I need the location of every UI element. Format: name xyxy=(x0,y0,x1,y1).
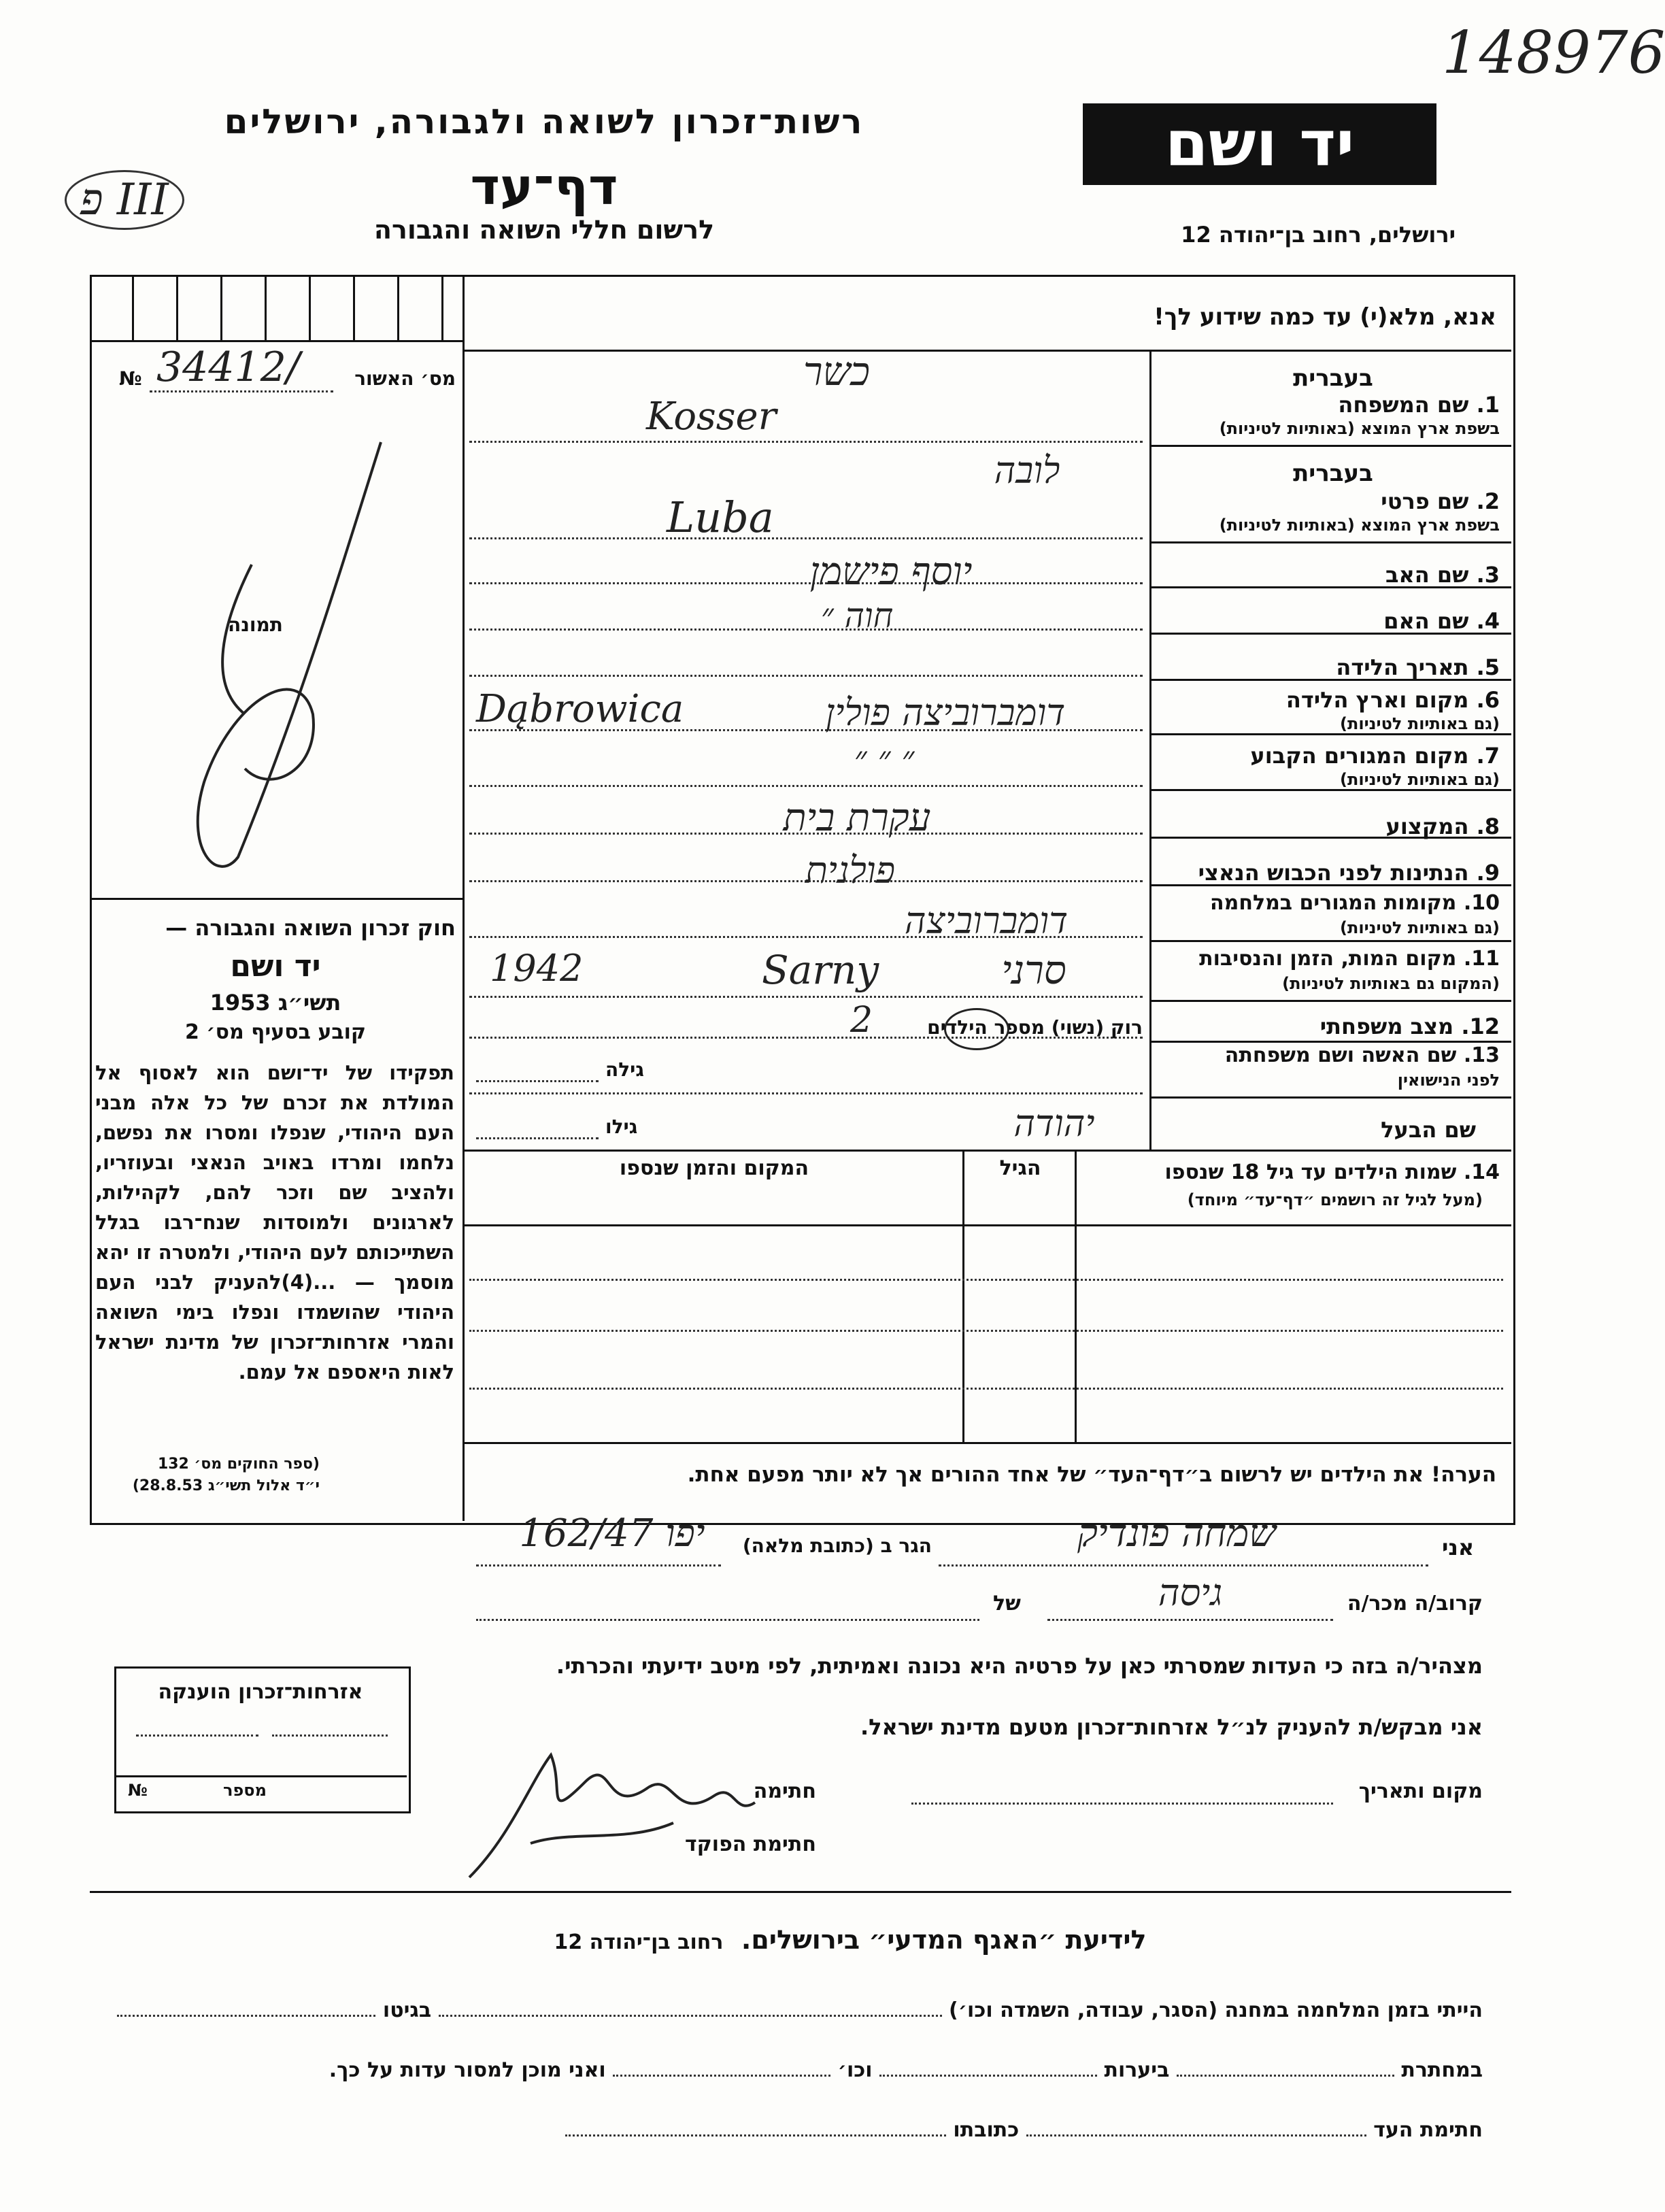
relative-label: קרוב/ה מכר/ה xyxy=(1347,1592,1483,1615)
marital-options: רוק (נשוי) מספר הילדים xyxy=(927,1016,1143,1039)
law-ref-1: (ספר החוקים מס׳ 132 xyxy=(157,1456,320,1473)
citizenship-no-sign: № xyxy=(128,1781,148,1800)
field-3-label: 3. שם האב xyxy=(1385,562,1500,588)
row-separator xyxy=(1149,940,1511,942)
field-6-value-heb: דומברוביצה פולין xyxy=(825,691,1066,734)
footer-line-3: חתימת העד כתובתו xyxy=(88,2118,1483,2142)
field-4-label: 4. שם האם xyxy=(1383,608,1500,634)
field-1-sub: בשפת ארץ המוצא (באותיות לטיניות) xyxy=(1219,419,1500,438)
row-separator xyxy=(1149,1096,1511,1099)
field-9-label: 9. הנתינות לפני הכבוש הנאצי xyxy=(1198,860,1500,886)
field-6-value-lat: Dąbrowica xyxy=(476,687,684,731)
photo-signature-scribble xyxy=(136,415,422,891)
field-4-value: חוה ״ xyxy=(820,596,894,635)
field-5-label: 5. תאריך הלידה xyxy=(1336,654,1500,680)
field-7-value: ״ ״ ״ xyxy=(854,739,915,778)
field-13-label: 13. שם האשה ושם משפחתה xyxy=(1224,1043,1500,1067)
field-1-label: 1. שם המשפחה xyxy=(1338,392,1500,418)
law-year: תשי״ג 1953 xyxy=(209,990,341,1016)
row-separator xyxy=(1149,789,1511,791)
org-title: רשות־זכרון לשואה ולגבורה, ירושלים xyxy=(224,102,864,141)
field-7-label: 7. מקום המגורים הקבוע xyxy=(1250,743,1500,769)
declarant-address: יפו 162/47 xyxy=(519,1511,705,1556)
declare-text: מצהיר/ה בזה כי העדות שמסרתי כאן על פרטיה היא נכונה ואמיתית, לפי מיטב ידיעתי והכרתי. xyxy=(556,1653,1483,1679)
address: ירושלים, רחוב בן־יהודה 12 xyxy=(1181,222,1456,248)
citizenship-title: אזרחות־זכרון הוענקה xyxy=(158,1680,363,1704)
field-2-sub: בשפת ארץ המוצא (באותיות לטיניות) xyxy=(1219,516,1500,535)
request-text: אני מבקש/ת להעניק לנ״ל אזרחות־זכרון מטעם מדינת ישראל. xyxy=(860,1714,1483,1740)
value-line xyxy=(469,675,1143,677)
law-ref-2: י״ד אלול תשי״ג 28.8.53) xyxy=(132,1477,320,1494)
children-count: 2 xyxy=(850,1000,873,1041)
signature-label: חתימה xyxy=(753,1779,816,1803)
field-8-value: עקרת בית xyxy=(783,796,931,840)
married-circle xyxy=(944,1008,1009,1050)
ticks xyxy=(90,275,464,340)
field-9-value: פולנית xyxy=(805,849,896,892)
form-title: דף־עד xyxy=(470,158,618,216)
law-clause: קובע בסעיף מס׳ 2 xyxy=(184,1020,367,1044)
value-line xyxy=(469,785,1143,787)
wife-age-label: גילה xyxy=(605,1058,644,1081)
field-1-value-heb: כשר xyxy=(803,348,870,395)
row-separator xyxy=(1149,445,1511,447)
field-2-label: 2. שם פרטי xyxy=(1381,488,1500,514)
field-12-label: 12. מצב משפחתי xyxy=(1319,1013,1500,1039)
husband-name-value: יהודה xyxy=(1013,1102,1095,1145)
children-sub: (מעל לגיל זה רושמים ״דף־עד״ מיוחד) xyxy=(1187,1190,1483,1209)
officer-signature-label: חתימת הפוקד xyxy=(685,1832,816,1856)
approval-no-sign: № xyxy=(119,367,142,390)
footer-divider xyxy=(90,1891,1511,1893)
children-note: הערה! את הילדים יש לרשום ב״דף־העד״ של אחד ההורים אך לא יותר מפעם אחת. xyxy=(687,1462,1496,1487)
declarant-signature xyxy=(449,1741,762,1891)
field-11-value-extra: 1942 xyxy=(490,947,584,990)
field-8-label: 8. המקצוע xyxy=(1385,814,1500,839)
intro-text: אנא, מלא(י) עד כמה שידוע לך! xyxy=(1154,303,1496,331)
field-1-value-lat: Kosser xyxy=(646,395,777,439)
form-subtitle: לרשום חללי השואה והגבורה xyxy=(373,215,715,245)
footer-line-1: הייתי בזמן המלחמה במחנה (הסגר, עבודה, השמדה וכו׳) בגיטו xyxy=(88,1998,1483,2022)
law-name: יד ושם xyxy=(230,949,321,984)
children-col-place: המקום והזמן שנספו xyxy=(619,1156,809,1180)
husband-label: שם הבעל xyxy=(1381,1117,1476,1143)
declarant-ani: אני xyxy=(1442,1535,1475,1560)
value-line xyxy=(469,441,1143,443)
children-label: 14. שמות הילדים עד גיל 18 שנספו xyxy=(1164,1160,1500,1184)
value-line xyxy=(469,537,1143,539)
row-separator xyxy=(1149,541,1511,543)
footer-title: לידיעת ״האגף המדעי״ בירושלים. רחוב בן־יהודה 12 xyxy=(554,1925,1147,1955)
law-body: תפקידו של יד־ושם הוא לאסוף אל המולדת את זכרם של כל אלה מבני העם היהודי, שנפלו ומסרו את נפשם, נלחמו ומרדו באויב הנאצי ובעוזריו, ולהציב שם וזכר להם, לקהילות, לארגונים ולמוסדות שנח־רבו בגלל השתייכותם לעם היהודי, ולמטרה זו יהא מוסמך — ...(4)להעניק לבני העם היהודי שהושמדו ונפלו בימי השואה והמרי אזרחות־זכרון של מדינת ישראל לאות היאספם אל עמם. xyxy=(95,1061,454,1384)
children-col-age: הגיל xyxy=(999,1156,1041,1180)
of-label: של xyxy=(993,1592,1021,1615)
field-1-lang: בעברית xyxy=(1293,365,1373,392)
photo-label: תמונה xyxy=(228,614,283,636)
residing-label: הגר ב (כתובת מלאה) xyxy=(742,1535,932,1557)
field-7-sub: (גם באותיות לטיניות) xyxy=(1340,770,1500,789)
row-separator xyxy=(1149,1041,1511,1043)
field-11-sub: (המקום גם באותיות לטיניות) xyxy=(1282,974,1500,993)
approval-label: מס׳ האשור xyxy=(354,367,456,390)
field-10-sub: (גם באותיות לטיניות) xyxy=(1340,918,1500,937)
footer-line-2: במחתרת ביערות וכו׳ ואני מוכן למסור עדות על כך. xyxy=(329,2058,1483,2082)
field-10-label: 10. מקומות המגורים במלחמה xyxy=(1210,891,1500,915)
label-column-divider xyxy=(1149,350,1151,1150)
field-2-lang: בעברית xyxy=(1293,460,1373,487)
field-10-value: דומברוביצה xyxy=(904,899,1069,942)
field-13-sub: לפני הנישואין xyxy=(1397,1071,1500,1090)
field-2-value-heb: לובה xyxy=(994,449,1060,492)
margin-mark: פ III xyxy=(65,170,184,230)
field-6-sub: (גם באותיות לטיניות) xyxy=(1340,714,1500,733)
value-line xyxy=(469,996,1143,998)
yad-vashem-logo: יד ושם xyxy=(1083,103,1436,185)
field-11-value-lat: Sarny xyxy=(762,947,879,993)
place-date-label: מקום ותאריך xyxy=(1358,1779,1483,1803)
row-separator xyxy=(1149,1000,1511,1002)
field-11-label: 11. מקום המות, הזמן והנסיבות xyxy=(1199,947,1500,971)
citizenship-number-label: מספר xyxy=(223,1781,267,1800)
archive-number: 148976 xyxy=(1442,19,1665,87)
declarant-name: שמחה פונדיק xyxy=(1077,1511,1277,1556)
relation-value: גיסה xyxy=(1158,1571,1223,1614)
field-11-value-heb: סרני xyxy=(1001,947,1066,993)
law-title: חוק זכרון השואה והגבורה — xyxy=(165,915,456,941)
field-3-value: יוסף פישמן xyxy=(809,550,973,594)
field-6-label: 6. מקום וארץ הלידה xyxy=(1285,687,1500,713)
husband-age-label: גילו xyxy=(605,1116,638,1138)
row-separator xyxy=(1149,733,1511,735)
value-line xyxy=(469,1092,1143,1094)
field-2-value-lat: Luba xyxy=(667,492,774,542)
approval-number: 34412/ xyxy=(156,343,301,391)
